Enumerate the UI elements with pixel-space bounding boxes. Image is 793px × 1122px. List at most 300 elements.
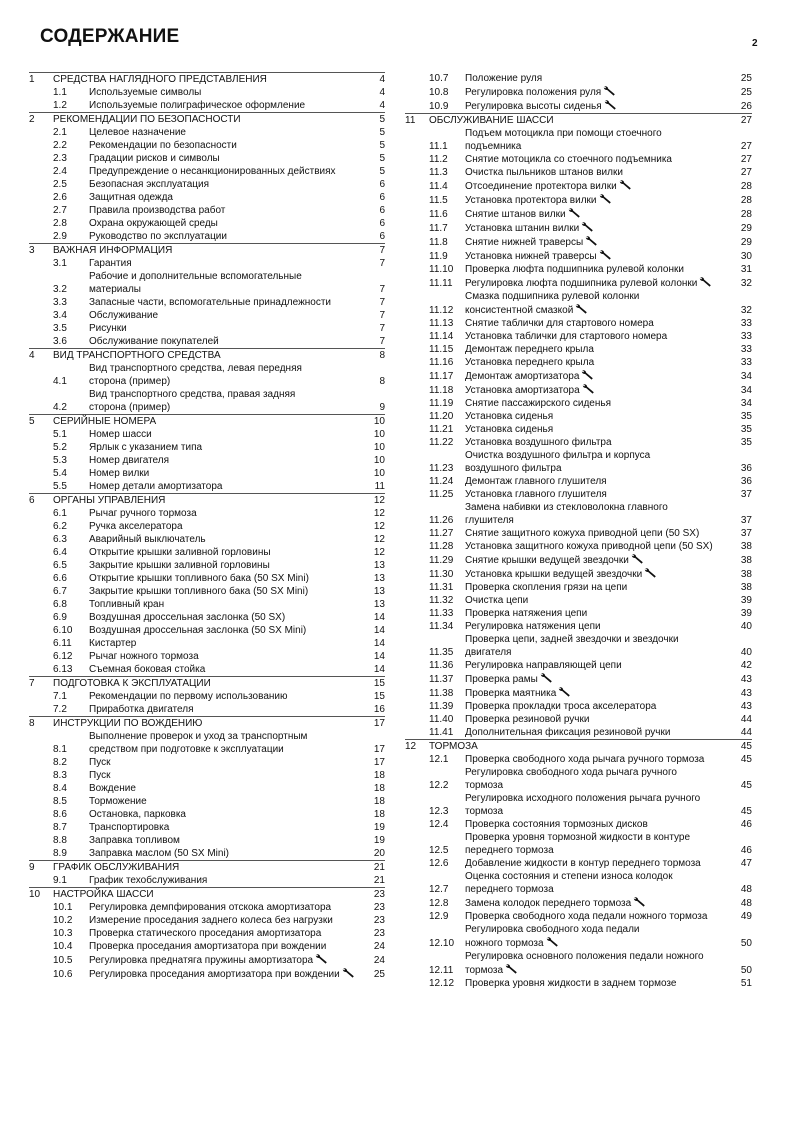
- toc-entry-number: 12.1: [429, 754, 449, 765]
- toc-entry[interactable]: [405, 607, 752, 620]
- toc-entry-title: Снятие нижней траверсы: [465, 237, 584, 248]
- toc-entry[interactable]: [405, 620, 752, 633]
- toc-entry-text: [465, 343, 740, 356]
- toc-entry-line: [465, 207, 740, 221]
- toc-entry[interactable]: [405, 249, 752, 263]
- toc-entry-line: [89, 152, 373, 165]
- toc-entry-line: [465, 343, 740, 356]
- toc-entry-number: 6.12: [53, 651, 73, 662]
- toc-entry[interactable]: [405, 72, 752, 85]
- toc-entry[interactable]: [405, 581, 752, 594]
- toc-entry[interactable]: [405, 276, 752, 290]
- toc-entry[interactable]: [29, 559, 385, 572]
- toc-entry-number: 10.8: [429, 87, 449, 98]
- toc-entry[interactable]: [29, 520, 385, 533]
- toc-entry-text: [465, 501, 740, 527]
- toc-entry-page: 40: [740, 647, 752, 658]
- toc-entry-page: 12: [373, 521, 385, 532]
- toc-entry-number: 8.9: [53, 848, 67, 859]
- toc-entry[interactable]: [405, 263, 752, 276]
- toc-entry[interactable]: [405, 713, 752, 726]
- toc-entry-title: Снятие штанов вилки: [465, 209, 566, 220]
- toc-entry-text: [89, 585, 373, 598]
- toc-entry-title: Правила производства работ: [89, 205, 226, 216]
- toc-entry-title: Дополнительная фиксация резиновой ручки: [465, 727, 671, 738]
- toc-entry-title: ОРГАНЫ УПРАВЛЕНИЯ: [53, 495, 166, 506]
- toc-entry[interactable]: [29, 230, 385, 243]
- toc-entry-number: 3.4: [53, 310, 67, 321]
- toc-entry[interactable]: [29, 204, 385, 217]
- toc-entry[interactable]: [405, 369, 752, 383]
- toc-entry-title: ИНСТРУКЦИИ ПО ВОЖДЕНИЮ: [53, 718, 203, 729]
- toc-entry-text: [89, 782, 373, 795]
- toc-entry[interactable]: [29, 126, 385, 139]
- toc-entry-title-continued: тормоза: [465, 806, 504, 817]
- toc-entry-line: [89, 585, 373, 598]
- toc-entry-number: 6.6: [53, 573, 67, 584]
- toc-entry-number: 11.8: [429, 237, 448, 248]
- toc-entry-text: [89, 388, 373, 414]
- toc-entry-title: Топливный кран: [89, 599, 165, 610]
- toc-entry-text: [89, 967, 373, 981]
- toc-entry-text: [89, 611, 373, 624]
- toc-entry-title: Снятие защитного кожуха приводной цепи (50 SX): [465, 528, 700, 539]
- toc-entry-page: 14: [373, 638, 385, 649]
- toc-entry-text: [89, 808, 373, 821]
- toc-left-column: [29, 72, 385, 981]
- toc-chapter[interactable]: [29, 414, 385, 428]
- toc-entry-page: 25: [373, 969, 385, 980]
- toc-entry-text: [465, 235, 740, 249]
- toc-chapter[interactable]: [405, 739, 752, 753]
- toc-entry-line: [465, 883, 740, 896]
- toc-entry[interactable]: [405, 553, 752, 567]
- toc-entry[interactable]: [405, 330, 752, 343]
- toc-entry-number: 11.39: [429, 701, 454, 712]
- toc-entry-title-continued: глушителя: [465, 515, 514, 526]
- toc-entry[interactable]: [405, 633, 752, 659]
- toc-entry-text: [465, 488, 740, 501]
- toc-entry-page: 16: [373, 704, 385, 715]
- toc-entry-text: [465, 475, 740, 488]
- toc-entry[interactable]: [29, 874, 385, 887]
- toc-entry-page: 28: [740, 195, 752, 206]
- toc-entry[interactable]: [405, 753, 752, 766]
- toc-entry-page: 5: [379, 153, 385, 164]
- toc-chapter[interactable]: [29, 112, 385, 126]
- toc-entry-title: Вид транспортного средства, правая задняя: [89, 389, 296, 400]
- toc-entry-line: [465, 221, 740, 235]
- toc-entry[interactable]: [29, 650, 385, 663]
- toc-entry[interactable]: [405, 923, 752, 950]
- toc-entry[interactable]: [405, 343, 752, 356]
- toc-entry[interactable]: [405, 221, 752, 235]
- toc-entry-page: 26: [740, 101, 752, 112]
- toc-entry-line: [89, 533, 373, 546]
- toc-entry-line: [89, 257, 373, 270]
- toc-entry-number: 11.28: [429, 541, 454, 552]
- toc-entry-number: 11.1: [429, 141, 448, 152]
- wrench-icon: [568, 207, 581, 218]
- toc-entry-title: ВИД ТРАНСПОРТНОГО СРЕДСТВА: [53, 350, 221, 361]
- toc-entry-page: 45: [740, 754, 752, 765]
- toc-entry-text: [465, 369, 740, 383]
- toc-entry-title-continued: переднего тормоза: [465, 884, 554, 895]
- toc-entry-page: 27: [740, 141, 752, 152]
- toc-entry-title: Обслуживание покупателей: [89, 336, 219, 347]
- toc-entry-page: 13: [373, 573, 385, 584]
- toc-entry-page: 11: [374, 481, 385, 492]
- toc-entry[interactable]: [405, 501, 752, 527]
- toc-entry-number: 5.1: [53, 429, 67, 440]
- toc-entry-line: [89, 940, 373, 953]
- toc-entry[interactable]: [29, 309, 385, 322]
- toc-entry[interactable]: [29, 795, 385, 808]
- toc-entry[interactable]: [405, 726, 752, 739]
- toc-entry[interactable]: [405, 99, 752, 113]
- toc-entry-page: 49: [740, 911, 752, 922]
- toc-entry[interactable]: [29, 821, 385, 834]
- toc-entry[interactable]: [405, 896, 752, 910]
- toc-entry[interactable]: [29, 165, 385, 178]
- toc-entry-title: Целевое назначение: [89, 127, 186, 138]
- toc-entry-title: Воздушная дроссельная заслонка (50 SX): [89, 612, 286, 623]
- toc-entry[interactable]: [29, 967, 385, 981]
- toc-entry[interactable]: [29, 730, 385, 756]
- toc-entry-page: 5: [379, 166, 385, 177]
- toc-entry-text: [53, 244, 373, 257]
- toc-entry[interactable]: [405, 672, 752, 686]
- toc-entry[interactable]: [405, 235, 752, 249]
- toc-entry[interactable]: [405, 527, 752, 540]
- toc-entry[interactable]: [405, 383, 752, 397]
- toc-entry[interactable]: [29, 533, 385, 546]
- toc-entry[interactable]: [29, 362, 385, 388]
- toc-entry[interactable]: [405, 290, 752, 317]
- toc-entry-text: [89, 572, 373, 585]
- toc-entry[interactable]: [29, 847, 385, 860]
- toc-entry-page: 18: [373, 796, 385, 807]
- toc-entry-page: 6: [379, 179, 385, 190]
- toc-entry[interactable]: [29, 756, 385, 769]
- toc-entry-page: 19: [373, 822, 385, 833]
- wrench-icon: [575, 303, 588, 314]
- toc-entry-page: 10: [373, 468, 385, 479]
- toc-entry-title: СЕРИЙНЫЕ НОМЕРА: [53, 416, 157, 427]
- toc-entry-number: 10.6: [53, 969, 73, 980]
- toc-entry-line: [89, 178, 373, 191]
- wrench-icon: [540, 672, 553, 683]
- toc-entry[interactable]: [29, 585, 385, 598]
- toc-entry[interactable]: [29, 690, 385, 703]
- toc-chapter[interactable]: [29, 72, 385, 86]
- toc-entry-number: 11.30: [429, 569, 454, 580]
- toc-entry-line: [89, 467, 373, 480]
- toc-entry[interactable]: [405, 700, 752, 713]
- toc-entry-line: [89, 139, 373, 152]
- toc-entry-title: Положение руля: [465, 73, 543, 84]
- toc-entry-title: Номер двигателя: [89, 455, 170, 466]
- toc-entry-text: [53, 494, 373, 507]
- toc-entry[interactable]: [405, 977, 752, 990]
- toc-entry-line: [465, 179, 740, 193]
- toc-chapter[interactable]: [29, 493, 385, 507]
- toc-entry[interactable]: [29, 808, 385, 821]
- toc-chapter[interactable]: [29, 243, 385, 257]
- toc-entry-page: 5: [379, 114, 385, 125]
- wrench-icon: [585, 235, 598, 246]
- toc-entry-number: 11.29: [429, 555, 454, 566]
- toc-entry-line: [53, 717, 373, 730]
- toc-entry-number: 1.1: [53, 87, 67, 98]
- toc-entry-page: 7: [379, 258, 385, 269]
- toc-entry-title: Установка главного глушителя: [465, 489, 607, 500]
- toc-entry-number: 2.3: [53, 153, 67, 164]
- toc-entry-title: Открытие крышки заливной горловины: [89, 547, 271, 558]
- toc-entry-text: [89, 441, 373, 454]
- toc-entry-line: [465, 369, 740, 383]
- toc-entry[interactable]: [405, 831, 752, 857]
- toc-entry[interactable]: [29, 257, 385, 270]
- toc-entry[interactable]: [29, 322, 385, 335]
- toc-entry-page: 50: [740, 938, 752, 949]
- toc-entry-number: 12.9: [429, 911, 449, 922]
- toc-entry-text: [465, 581, 740, 594]
- toc-entry-title: Установка сиденья: [465, 424, 554, 435]
- page-title: СОДЕРЖАНИЕ: [40, 26, 180, 47]
- toc-entry[interactable]: [29, 611, 385, 624]
- toc-entry[interactable]: [29, 953, 385, 967]
- toc-entry[interactable]: [29, 388, 385, 414]
- toc-entry-title: Установка сиденья: [465, 411, 554, 422]
- toc-chapter[interactable]: [405, 113, 752, 127]
- toc-entry-page: 12: [373, 495, 385, 506]
- toc-entry[interactable]: [29, 270, 385, 296]
- wrench-icon: [581, 369, 594, 380]
- toc-entry[interactable]: [405, 594, 752, 607]
- toc-entry[interactable]: [29, 335, 385, 348]
- toc-entry-title: Проверка прокладки троса акселератора: [465, 701, 657, 712]
- toc-entry[interactable]: [405, 659, 752, 672]
- toc-entry-line: [53, 113, 373, 126]
- toc-entry-number: 2.8: [53, 218, 67, 229]
- toc-entry-text: [89, 690, 373, 703]
- toc-entry-text: [465, 594, 740, 607]
- toc-entry-text: [465, 831, 740, 857]
- toc-entry-text: [89, 834, 373, 847]
- toc-entry-number: 6.4: [53, 547, 67, 558]
- toc-entry-page: 43: [740, 674, 752, 685]
- toc-entry-page: 34: [740, 371, 752, 382]
- toc-entry-title: ВАЖНАЯ ИНФОРМАЦИЯ: [53, 245, 173, 256]
- toc-entry[interactable]: [405, 540, 752, 553]
- toc-entry[interactable]: [29, 624, 385, 637]
- toc-entry[interactable]: [29, 598, 385, 611]
- toc-entry-number: 11.21: [429, 424, 454, 435]
- toc-entry[interactable]: [405, 207, 752, 221]
- toc-entry-text: [53, 888, 373, 901]
- toc-entry-text: [89, 99, 373, 112]
- toc-entry-number: 6.1: [53, 508, 67, 519]
- toc-entry-text: [465, 436, 740, 449]
- toc-entry[interactable]: [405, 567, 752, 581]
- toc-entry-number: 11.31: [429, 582, 454, 593]
- toc-entry[interactable]: [405, 410, 752, 423]
- toc-entry[interactable]: [29, 296, 385, 309]
- toc-entry-page: 7: [379, 245, 385, 256]
- toc-entry[interactable]: [405, 449, 752, 475]
- toc-entry-line: [465, 713, 740, 726]
- toc-chapter[interactable]: [29, 887, 385, 901]
- toc-entry[interactable]: [29, 663, 385, 676]
- toc-entry-text: [89, 703, 373, 716]
- toc-entry-number: 9.1: [53, 875, 67, 886]
- toc-entry-title: Выполнение проверок и уход за транспортным: [89, 731, 308, 742]
- toc-entry-page: 17: [373, 757, 385, 768]
- toc-entry-text: [89, 335, 373, 348]
- toc-entry-page: 14: [373, 612, 385, 623]
- toc-entry-page: 7: [379, 297, 385, 308]
- toc-entry[interactable]: [29, 834, 385, 847]
- toc-entry[interactable]: [29, 782, 385, 795]
- toc-chapter[interactable]: [29, 348, 385, 362]
- toc-entry-line: [465, 844, 740, 857]
- toc-entry-page: 23: [373, 902, 385, 913]
- toc-entry[interactable]: [29, 99, 385, 112]
- toc-entry-number: 11.11: [429, 278, 453, 289]
- toc-entry[interactable]: [405, 85, 752, 99]
- toc-entry[interactable]: [29, 467, 385, 480]
- toc-entry-number: 2.2: [53, 140, 67, 151]
- toc-entry[interactable]: [405, 686, 752, 700]
- toc-entry[interactable]: [405, 488, 752, 501]
- toc-entry-number: 5.5: [53, 481, 67, 492]
- toc-entry-title: Пуск: [89, 770, 111, 781]
- toc-entry-number: 6.10: [53, 625, 73, 636]
- toc-entry[interactable]: [405, 857, 752, 870]
- toc-entry-number: 8.1: [53, 744, 67, 755]
- toc-entry[interactable]: [405, 179, 752, 193]
- toc-entry[interactable]: [29, 428, 385, 441]
- toc-entry-number: 11.20: [429, 411, 454, 422]
- toc-entry-text: [465, 449, 740, 475]
- toc-entry-page: 32: [740, 305, 752, 316]
- toc-entry[interactable]: [29, 901, 385, 914]
- toc-chapter[interactable]: [29, 676, 385, 690]
- toc-entry-line: [89, 165, 373, 178]
- toc-entry-number: 11.36: [429, 660, 454, 671]
- toc-entry[interactable]: [405, 356, 752, 369]
- toc-entry-text: [89, 480, 373, 493]
- toc-entry-title: ГРАФИК ОБСЛУЖИВАНИЯ: [53, 862, 180, 873]
- toc-entry-title: ОБСЛУЖИВАНИЕ ШАССИ: [429, 115, 554, 126]
- toc-entry-page: 48: [740, 898, 752, 909]
- toc-entry[interactable]: [29, 139, 385, 152]
- toc-entry-page: 18: [373, 770, 385, 781]
- toc-entry-title: Снятие таблички для стартового номера: [465, 318, 654, 329]
- toc-entry-page: 24: [373, 955, 385, 966]
- wrench-icon: [599, 193, 612, 204]
- toc-entry-page: 7: [379, 336, 385, 347]
- toc-entry-number: 5.3: [53, 455, 67, 466]
- toc-entry[interactable]: [29, 572, 385, 585]
- toc-entry-text: [89, 309, 373, 322]
- toc-entry[interactable]: [29, 507, 385, 520]
- toc-entry[interactable]: [29, 178, 385, 191]
- toc-entry-line: [465, 896, 740, 910]
- toc-entry-text: [89, 139, 373, 152]
- toc-chapter[interactable]: [29, 716, 385, 730]
- toc-entry[interactable]: [405, 397, 752, 410]
- wrench-icon: [644, 567, 657, 578]
- toc-entry[interactable]: [405, 127, 752, 153]
- toc-entry[interactable]: [29, 86, 385, 99]
- toc-entry[interactable]: [29, 441, 385, 454]
- toc-entry[interactable]: [29, 703, 385, 716]
- toc-entry[interactable]: [405, 436, 752, 449]
- toc-entry[interactable]: [405, 317, 752, 330]
- toc-entry[interactable]: [405, 193, 752, 207]
- toc-entry-page: 12: [373, 534, 385, 545]
- toc-entry-number: 11.15: [429, 344, 454, 355]
- toc-entry-number: 6.9: [53, 612, 67, 623]
- toc-entry[interactable]: [405, 153, 752, 166]
- toc-entry[interactable]: [29, 217, 385, 230]
- toc-entry-line: [89, 99, 373, 112]
- toc-entry[interactable]: [29, 480, 385, 493]
- toc-entry[interactable]: [29, 914, 385, 927]
- toc-entry[interactable]: [405, 818, 752, 831]
- toc-entry[interactable]: [405, 475, 752, 488]
- toc-entry[interactable]: [29, 454, 385, 467]
- toc-entry-line: [429, 114, 740, 127]
- toc-entry[interactable]: [405, 766, 752, 792]
- toc-entry[interactable]: [29, 637, 385, 650]
- toc-entry-number: 5: [29, 416, 35, 427]
- toc-entry-page: 10: [373, 455, 385, 466]
- toc-entry[interactable]: [405, 792, 752, 818]
- toc-entry-text: [53, 677, 373, 690]
- toc-entry[interactable]: [29, 940, 385, 953]
- toc-entry-line: [429, 740, 740, 753]
- toc-entry-page: 4: [379, 100, 385, 111]
- toc-entry-title: Кистартер: [89, 638, 137, 649]
- toc-entry[interactable]: [405, 423, 752, 436]
- toc-entry[interactable]: [29, 191, 385, 204]
- toc-entry[interactable]: [405, 870, 752, 896]
- toc-entry-page: 38: [740, 541, 752, 552]
- toc-entry[interactable]: [405, 910, 752, 923]
- toc-entry-title: Аварийный выключатель: [89, 534, 206, 545]
- toc-entry[interactable]: [405, 166, 752, 179]
- toc-entry-line: [89, 572, 373, 585]
- toc-entry[interactable]: [29, 152, 385, 165]
- toc-entry-title: Регулировка свободного хода рычага ручного: [465, 767, 677, 778]
- toc-entry-page: 13: [373, 586, 385, 597]
- toc-entry[interactable]: [29, 769, 385, 782]
- toc-entry-line: [465, 936, 740, 950]
- toc-entry-title: ТОРМОЗА: [429, 741, 478, 752]
- toc-entry-number: 7.1: [53, 691, 67, 702]
- toc-entry-line: [53, 888, 373, 901]
- toc-entry-number: 11.17: [429, 371, 454, 382]
- toc-entry[interactable]: [405, 950, 752, 977]
- toc-entry-text: [53, 73, 373, 86]
- toc-entry[interactable]: [29, 927, 385, 940]
- toc-entry[interactable]: [29, 546, 385, 559]
- toc-chapter[interactable]: [29, 860, 385, 874]
- toc-entry-line: [89, 914, 373, 927]
